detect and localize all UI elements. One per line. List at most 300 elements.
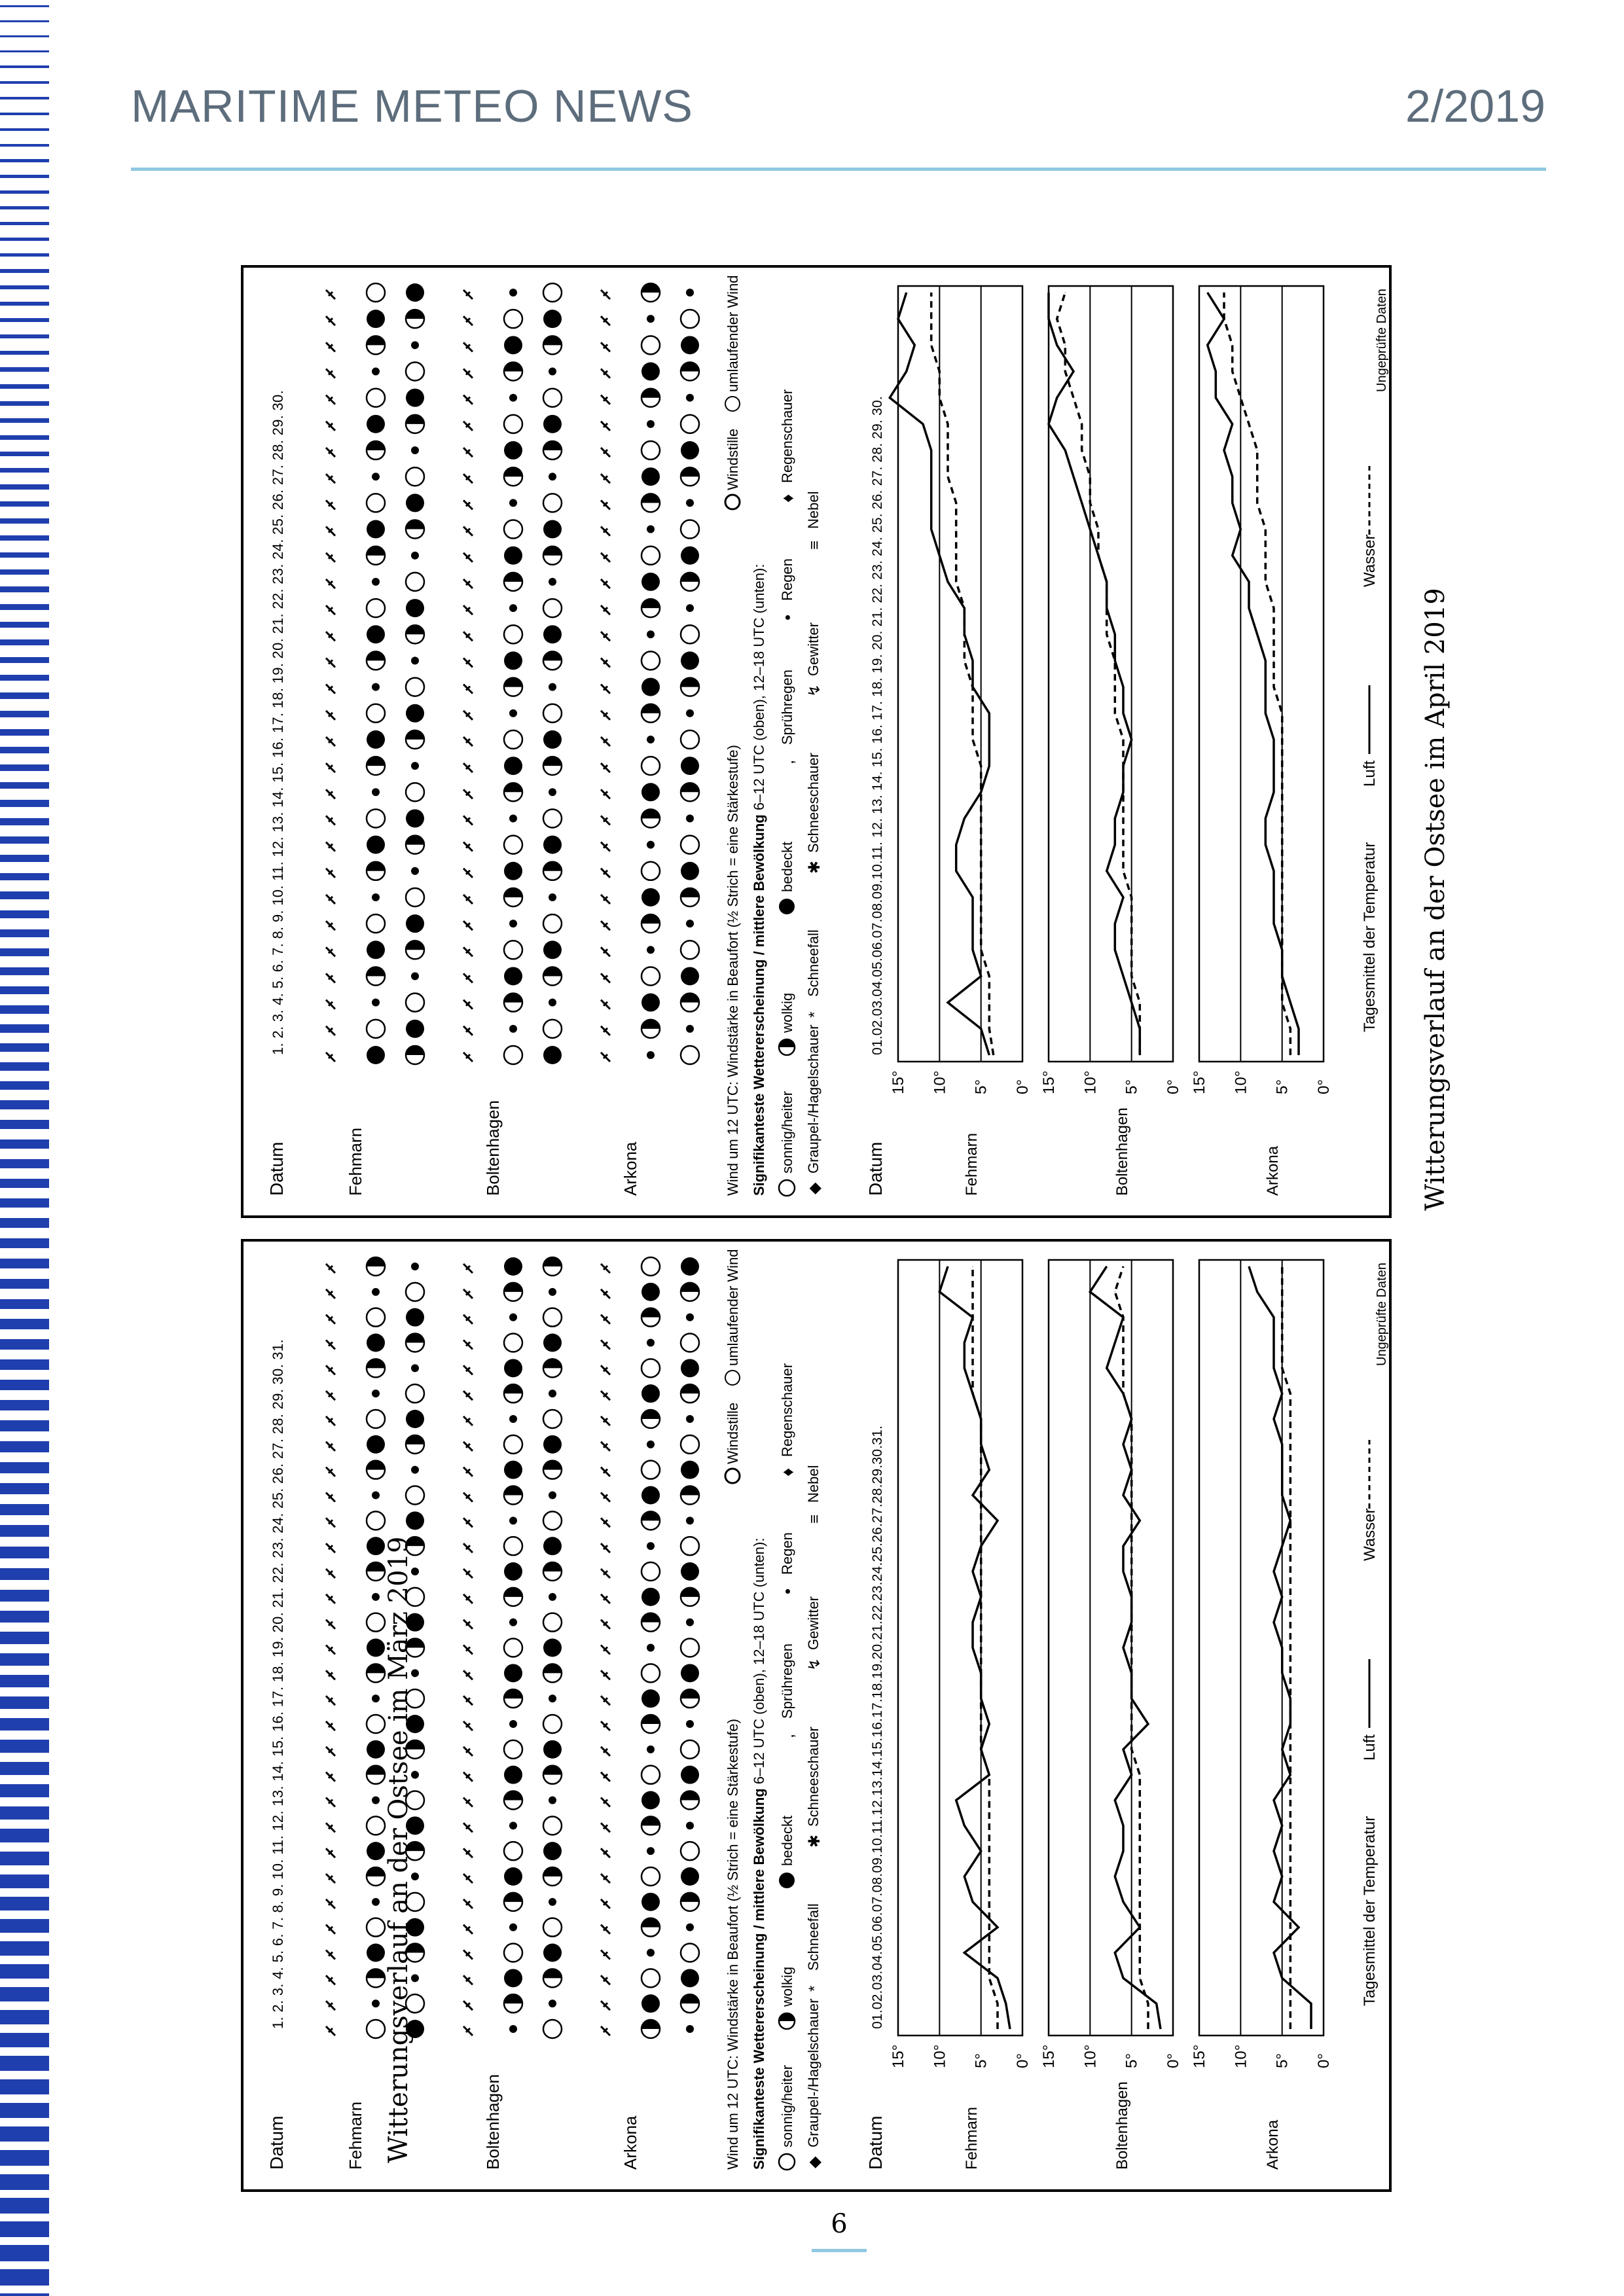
cloudy-half-icon	[681, 1994, 699, 2003]
cloudy-half-icon	[641, 599, 660, 608]
overcast-icon	[367, 1046, 385, 1064]
luft-point	[1311, 2003, 1312, 2004]
wind-barb-icon	[326, 816, 335, 825]
legend-item-label: wolkig	[779, 1966, 795, 2007]
wind-barb-icon	[601, 763, 610, 772]
luft-point	[1156, 2003, 1157, 2004]
rain-dot-icon	[549, 893, 556, 901]
stripe	[0, 484, 49, 490]
overcast-icon	[406, 493, 424, 512]
overcast-icon	[681, 336, 699, 354]
overcast-icon	[504, 1664, 522, 1682]
wasser-point	[1290, 1419, 1291, 1420]
legend-symbol-icon: *	[806, 1011, 823, 1018]
cloudy-half-icon	[681, 1588, 699, 1597]
clear-sky-icon	[367, 1308, 385, 1327]
wasser-point	[1106, 581, 1107, 582]
cloudy-half-icon	[641, 1715, 660, 1724]
stripe	[0, 302, 49, 306]
wind-barb-icon	[601, 1543, 610, 1552]
wind-barb-icon	[601, 1493, 610, 1502]
y-tick-label: 0°	[1014, 2053, 1032, 2068]
rain-dot-icon	[549, 578, 556, 586]
stripe	[0, 1675, 49, 1687]
cloudy-half-icon	[681, 1283, 699, 1292]
cloudy-half-icon	[681, 1384, 699, 1393]
overcast-icon	[543, 625, 562, 643]
rain-dot-icon	[411, 1263, 419, 1270]
rain-dot-icon	[372, 1695, 380, 1702]
clear-sky-icon	[681, 520, 699, 539]
legend-symbol-icon: ↯	[806, 1657, 823, 1671]
wind-barb-icon	[463, 1391, 473, 1400]
wind-barb-icon	[463, 553, 473, 562]
wind-barb-icon	[463, 1315, 473, 1324]
wasser-point	[989, 1927, 990, 1928]
overcast-icon	[367, 1944, 385, 1962]
wind-barb-icon	[326, 1696, 335, 1705]
stripe	[0, 159, 49, 162]
stripe	[0, 1005, 49, 1014]
legend-symbol-icon: •	[778, 614, 797, 620]
stripe	[0, 418, 49, 423]
cloudy-half-icon	[367, 1664, 385, 1673]
clear-sky-icon	[504, 1639, 522, 1657]
luft-point	[1005, 2003, 1006, 2004]
wind-barb-icon	[601, 1950, 610, 1960]
wind-barb-icon	[326, 500, 335, 509]
wind-barb-icon	[601, 1000, 610, 1009]
wind-barb-icon	[463, 1645, 473, 1655]
cloudy-half-icon	[543, 1257, 562, 1266]
chart-frame	[1199, 1260, 1324, 2036]
cloudy-half-icon	[641, 1410, 660, 1419]
cloudy-half-icon	[681, 783, 699, 792]
rain-dot-icon	[549, 368, 556, 376]
cloudy-half-icon	[543, 651, 562, 660]
wind-barb-icon	[463, 816, 473, 825]
stripe	[0, 1198, 49, 1208]
wasser-point	[993, 1055, 994, 1056]
overcast-icon	[406, 1511, 424, 1530]
luft-point	[1131, 1774, 1132, 1775]
clear-sky-icon	[641, 1766, 660, 1784]
wind-barb-icon	[326, 869, 335, 878]
wind-barb-icon	[463, 1467, 473, 1477]
legend-clouds-text: Signifikanteste Wettererscheinung / mittlere Bewölkung 6–12 UTC (oben), 12–18 UTC (unten):	[751, 1537, 767, 2170]
rain-dot-icon	[686, 1516, 694, 1524]
stripe	[0, 2293, 49, 2296]
stripe	[0, 1653, 49, 1666]
cloudy-half-icon	[641, 283, 660, 293]
clear-sky-icon	[641, 441, 660, 459]
overcast-icon	[681, 1562, 699, 1581]
clear-sky-icon	[543, 1715, 562, 1733]
wasser-point	[1148, 2029, 1149, 2030]
rain-dot-icon	[686, 920, 694, 927]
cloudy-half-icon	[367, 651, 385, 660]
wasser-point	[1290, 1028, 1291, 1029]
stripe	[0, 2126, 49, 2142]
overcast-icon	[681, 1867, 699, 1886]
stripe	[0, 1919, 49, 1933]
y-tick-label: 15°	[1191, 2044, 1208, 2068]
wind-barb-icon	[326, 422, 335, 431]
wind-barb-icon	[601, 605, 610, 615]
stripe	[0, 1139, 49, 1149]
clear-sky-icon	[367, 599, 385, 617]
clear-sky-icon	[367, 389, 385, 407]
clear-sky-icon	[406, 467, 424, 486]
rain-dot-icon	[647, 1339, 655, 1347]
overcast-icon	[543, 730, 562, 749]
stripe	[0, 113, 49, 115]
luft-point	[964, 1342, 965, 1343]
cloudy-half-icon	[681, 678, 699, 687]
rain-dot-icon	[509, 604, 517, 612]
wind-barb-icon	[326, 1925, 335, 1934]
wind-barb-icon	[326, 921, 335, 930]
overcast-icon	[543, 1537, 562, 1555]
luft-point	[1065, 450, 1066, 451]
wind-barb-icon	[326, 1518, 335, 1527]
y-tick-label: 0°	[1014, 1079, 1032, 1094]
weather-chart-maerz	[244, 1242, 1389, 2189]
stripe	[0, 2150, 49, 2166]
luft-point	[1131, 1002, 1132, 1003]
rain-dot-icon	[549, 1593, 556, 1601]
legend-item-label: Sprühregen	[779, 670, 795, 745]
wind-barb-icon	[463, 1518, 473, 1527]
legend-symbol-icon: ✱	[806, 1834, 823, 1848]
luft-point	[939, 1291, 940, 1292]
overcast-icon	[367, 520, 385, 539]
rain-dot-icon	[372, 999, 380, 1007]
stripe	[0, 1525, 49, 1537]
cloudy-half-icon	[406, 836, 424, 845]
rain-dot-icon	[509, 1025, 517, 1033]
stripe	[0, 452, 49, 456]
overcast-icon	[543, 941, 562, 959]
overcast-icon	[543, 1334, 562, 1352]
wasser-point	[1131, 1495, 1132, 1496]
overcast-icon	[681, 651, 699, 670]
rain-dot-icon	[509, 289, 517, 296]
luft-point	[1106, 870, 1107, 871]
overcast-icon	[406, 389, 424, 407]
wasser-point	[939, 371, 940, 372]
overcast-icon	[504, 547, 522, 565]
overcast-icon	[543, 1944, 562, 1962]
clear-sky-icon	[543, 1410, 562, 1428]
wasser-point	[1123, 870, 1124, 871]
wasser-point	[1290, 1596, 1291, 1597]
overcast-icon	[367, 415, 385, 433]
wind-barb-icon	[601, 711, 610, 720]
wind-barb-icon	[601, 1365, 610, 1374]
wind-barb-icon	[601, 789, 610, 798]
legend-symbol-icon: ◆	[806, 2156, 823, 2168]
unverified-data-label: Ungeprüfte Daten	[1375, 1263, 1389, 1366]
chart-frame	[898, 286, 1022, 1062]
clear-sky-icon	[504, 415, 522, 433]
wasser-point	[1123, 818, 1124, 819]
clear-sky-icon	[641, 757, 660, 775]
overcast-icon	[641, 1283, 660, 1301]
stripe	[0, 1590, 49, 1602]
overcast-icon	[543, 1842, 562, 1860]
cloudy-half-icon	[504, 678, 522, 687]
overcast-icon	[367, 836, 385, 854]
y-tick-label: 0°	[1164, 2053, 1182, 2068]
rain-dot-icon	[372, 578, 380, 586]
wasser-point	[1290, 1927, 1291, 1928]
luft-point	[989, 1724, 990, 1725]
clear-sky-icon	[641, 336, 660, 354]
wasser-point	[1290, 1876, 1291, 1877]
luft-point	[964, 818, 965, 819]
luft-point	[939, 555, 940, 556]
clear-sky-icon	[406, 888, 424, 906]
overcast-icon	[406, 704, 424, 723]
luft-point	[1123, 1901, 1124, 1902]
wind-barb-icon	[601, 632, 610, 641]
cloudy-half-icon	[504, 1486, 522, 1496]
overcast-icon	[681, 862, 699, 880]
wind-barb-icon	[463, 658, 473, 667]
wasser-series-line	[1224, 293, 1290, 1055]
overcast-icon	[641, 467, 660, 486]
page-header-issue: 2/2019	[1405, 81, 1545, 132]
clear-sky-icon	[367, 1410, 385, 1428]
legend-symbol-icon: ,	[778, 759, 797, 764]
chart-station-label: Arkona	[1264, 1145, 1282, 1196]
stripe	[0, 855, 49, 862]
wasser-point	[1131, 897, 1132, 898]
wind-barb-icon	[326, 553, 335, 562]
header-divider	[131, 168, 1546, 171]
wasser-point	[1131, 1546, 1132, 1547]
clear-sky-icon	[641, 1664, 660, 1682]
legend-item-label: wolkig	[779, 992, 795, 1033]
wasser-point	[1123, 1317, 1124, 1318]
wasser-point	[1290, 1851, 1291, 1852]
station-label: Fehmarn	[346, 1127, 365, 1196]
bedeckt-icon	[779, 899, 795, 914]
cloudy-half-icon	[367, 1257, 385, 1266]
luft-series-line	[1249, 1266, 1311, 2029]
clear-sky-icon	[543, 1511, 562, 1530]
cloudy-half-icon	[504, 994, 522, 1003]
wind-barb-icon	[326, 1289, 335, 1299]
stripe	[0, 1941, 49, 1956]
legend-item-label: Regenschauer	[779, 389, 795, 483]
wind-barb-icon	[326, 1493, 335, 1502]
wasser-point	[939, 397, 940, 398]
stripe	[0, 586, 49, 592]
stripe	[0, 692, 49, 699]
rain-dot-icon	[411, 972, 419, 980]
rain-dot-icon	[549, 1898, 556, 1906]
station-label: Arkona	[621, 2115, 640, 2170]
wind-barb-icon	[601, 2026, 610, 2036]
clear-sky-icon	[367, 704, 385, 723]
wind-barb-icon	[601, 658, 610, 667]
clear-sky-icon	[367, 2020, 385, 2038]
overcast-icon	[406, 1020, 424, 1038]
rain-dot-icon	[509, 1720, 517, 1728]
clear-sky-icon	[543, 914, 562, 933]
cloudy-half-icon	[406, 310, 424, 319]
stripe	[0, 81, 49, 84]
wind-barb-icon	[601, 1874, 610, 1883]
wind-barb-icon	[601, 448, 610, 457]
wind-barb-icon	[326, 1052, 335, 1062]
rain-dot-icon	[411, 656, 419, 664]
wasser-point	[1081, 423, 1082, 424]
wind-barb-icon	[463, 1899, 473, 1909]
stripe	[0, 747, 49, 753]
rain-dot-icon	[372, 368, 380, 376]
stripe	[0, 518, 49, 524]
overcast-icon	[543, 520, 562, 539]
stripe	[0, 1504, 49, 1515]
wind-barb-icon	[601, 527, 610, 536]
days-header: 1. 2. 3. 4. 5. 6. 7. 8. 9. 10. 11. 12. 13. 14. 15. 16. 17. 18. 19. 20. 21. 22. 23. 24. 25. 26. 27. 28. 29. 30.	[270, 390, 286, 1055]
rain-dot-icon	[686, 1720, 694, 1728]
cloudy-half-icon	[543, 1969, 562, 1978]
legend-symbol-icon: ,	[778, 1733, 797, 1738]
luft-point	[1123, 1647, 1124, 1648]
wind-barb-icon	[463, 316, 473, 325]
cloudy-half-icon	[641, 2020, 660, 2029]
wind-barb-icon	[463, 1670, 473, 1679]
stripe	[0, 1696, 49, 1709]
clear-sky-icon	[504, 941, 522, 959]
overcast-icon	[641, 1893, 660, 1911]
wasser-point	[1290, 1495, 1291, 1496]
wind-barb-icon	[463, 869, 473, 878]
wasser-series-line	[931, 293, 994, 1055]
chart-station-label: Fehmarn	[963, 2106, 981, 2170]
wind-barb-icon	[463, 1823, 473, 1832]
decorative-stripes	[0, 0, 49, 2296]
wind-barb-icon	[463, 1620, 473, 1629]
wasser-point	[1131, 1571, 1132, 1572]
rain-dot-icon	[686, 1415, 694, 1423]
rain-dot-icon	[372, 788, 380, 796]
wasser-point	[1265, 555, 1266, 556]
clear-sky-icon	[681, 415, 699, 433]
legend-symbol-icon: ≡	[806, 540, 823, 550]
stripe	[0, 1483, 49, 1494]
wind-barb-icon	[326, 1315, 335, 1324]
wasser-point	[989, 1800, 990, 1801]
wind-barb-icon	[463, 369, 473, 378]
rain-dot-icon	[686, 814, 694, 822]
luft-point	[1010, 2029, 1011, 2030]
cloudy-half-icon	[504, 1588, 522, 1597]
stripe	[0, 1568, 49, 1580]
luft-series-line	[1208, 293, 1299, 1055]
rain-dot-icon	[372, 1797, 380, 1804]
stripe	[0, 1874, 49, 1888]
stripe	[0, 1987, 49, 2001]
stripe	[0, 1339, 49, 1350]
rain-dot-icon	[372, 2000, 380, 2007]
wind-barb-icon	[601, 316, 610, 325]
wind-barb-icon	[463, 527, 473, 536]
luft-point	[964, 1876, 965, 1877]
legend-item-label: sonnig/heiter	[779, 2065, 795, 2147]
luft-point	[1123, 1851, 1124, 1852]
legend-symbol-icon: ≡	[806, 1514, 823, 1524]
rain-dot-icon	[549, 1492, 556, 1499]
wasser-point	[1232, 371, 1233, 372]
footer-wasser-label: Wasser	[1361, 534, 1379, 587]
stripe	[0, 1319, 49, 1329]
legend-symbol-icon: ♦	[778, 1467, 797, 1477]
stripe	[0, 986, 49, 994]
overcast-icon	[504, 757, 522, 775]
clear-sky-icon	[641, 651, 660, 670]
wind-barb-icon	[601, 290, 610, 299]
rain-dot-icon	[647, 630, 655, 638]
wind-barb-icon	[601, 579, 610, 588]
wind-barb-icon	[463, 1442, 473, 1451]
rain-dot-icon	[372, 1492, 380, 1499]
stripe	[0, 2198, 49, 2214]
stripe	[0, 1852, 49, 1865]
luft-point	[923, 423, 924, 424]
wind-barb-icon	[601, 1340, 610, 1350]
wind-barb-icon	[326, 1975, 335, 1984]
days-header: 1. 2. 3. 4. 5. 6. 7. 8. 9. 10. 11. 12. 13. 14. 15. 16. 17. 18. 19. 20. 21. 22. 23. 24. 25. 26. 27. 28. 29. 30. 31.	[270, 1339, 286, 2029]
cloudy-half-icon	[406, 625, 424, 634]
cloudy-half-icon	[641, 493, 660, 503]
wind-barb-icon	[463, 2001, 473, 2010]
cloudy-half-icon	[504, 467, 522, 476]
wasser-point	[1290, 1469, 1291, 1470]
chart-days-header: 01.02.03.04.05.06.07.08.09.10.11.12.13.14.15.16.17.18.19.20.21.22.23.24.25.26.27.28.29.30.31.	[870, 1425, 885, 2029]
luft-point	[1290, 1002, 1291, 1003]
legend-item-label: bedeckt	[779, 1815, 795, 1866]
stripe	[0, 1159, 49, 1168]
overcast-icon	[641, 994, 660, 1012]
wind-barb-icon	[601, 1026, 610, 1035]
wasser-point	[1290, 2003, 1291, 2004]
wasser-point	[1290, 1774, 1291, 1775]
clear-sky-icon	[641, 862, 660, 880]
overcast-icon	[681, 1969, 699, 1987]
wind-barb-icon	[463, 1543, 473, 1552]
wasser-point	[1290, 1952, 1291, 1953]
wind-barb-icon	[601, 369, 610, 378]
wasser-point	[1290, 1800, 1291, 1801]
wind-barb-icon	[601, 500, 610, 509]
y-tick-label: 5°	[1273, 1079, 1291, 1094]
y-tick-label: 15°	[1040, 2044, 1058, 2068]
overcast-icon	[641, 363, 660, 381]
overcast-icon	[367, 1740, 385, 1759]
cloudy-half-icon	[367, 1867, 385, 1876]
rain-dot-icon	[509, 1415, 517, 1423]
overcast-icon	[681, 1766, 699, 1784]
legend-item-label: Regen	[779, 558, 795, 601]
cloudy-half-icon	[641, 704, 660, 713]
wind-barb-icon	[463, 789, 473, 798]
wind-barb-icon	[326, 1950, 335, 1960]
